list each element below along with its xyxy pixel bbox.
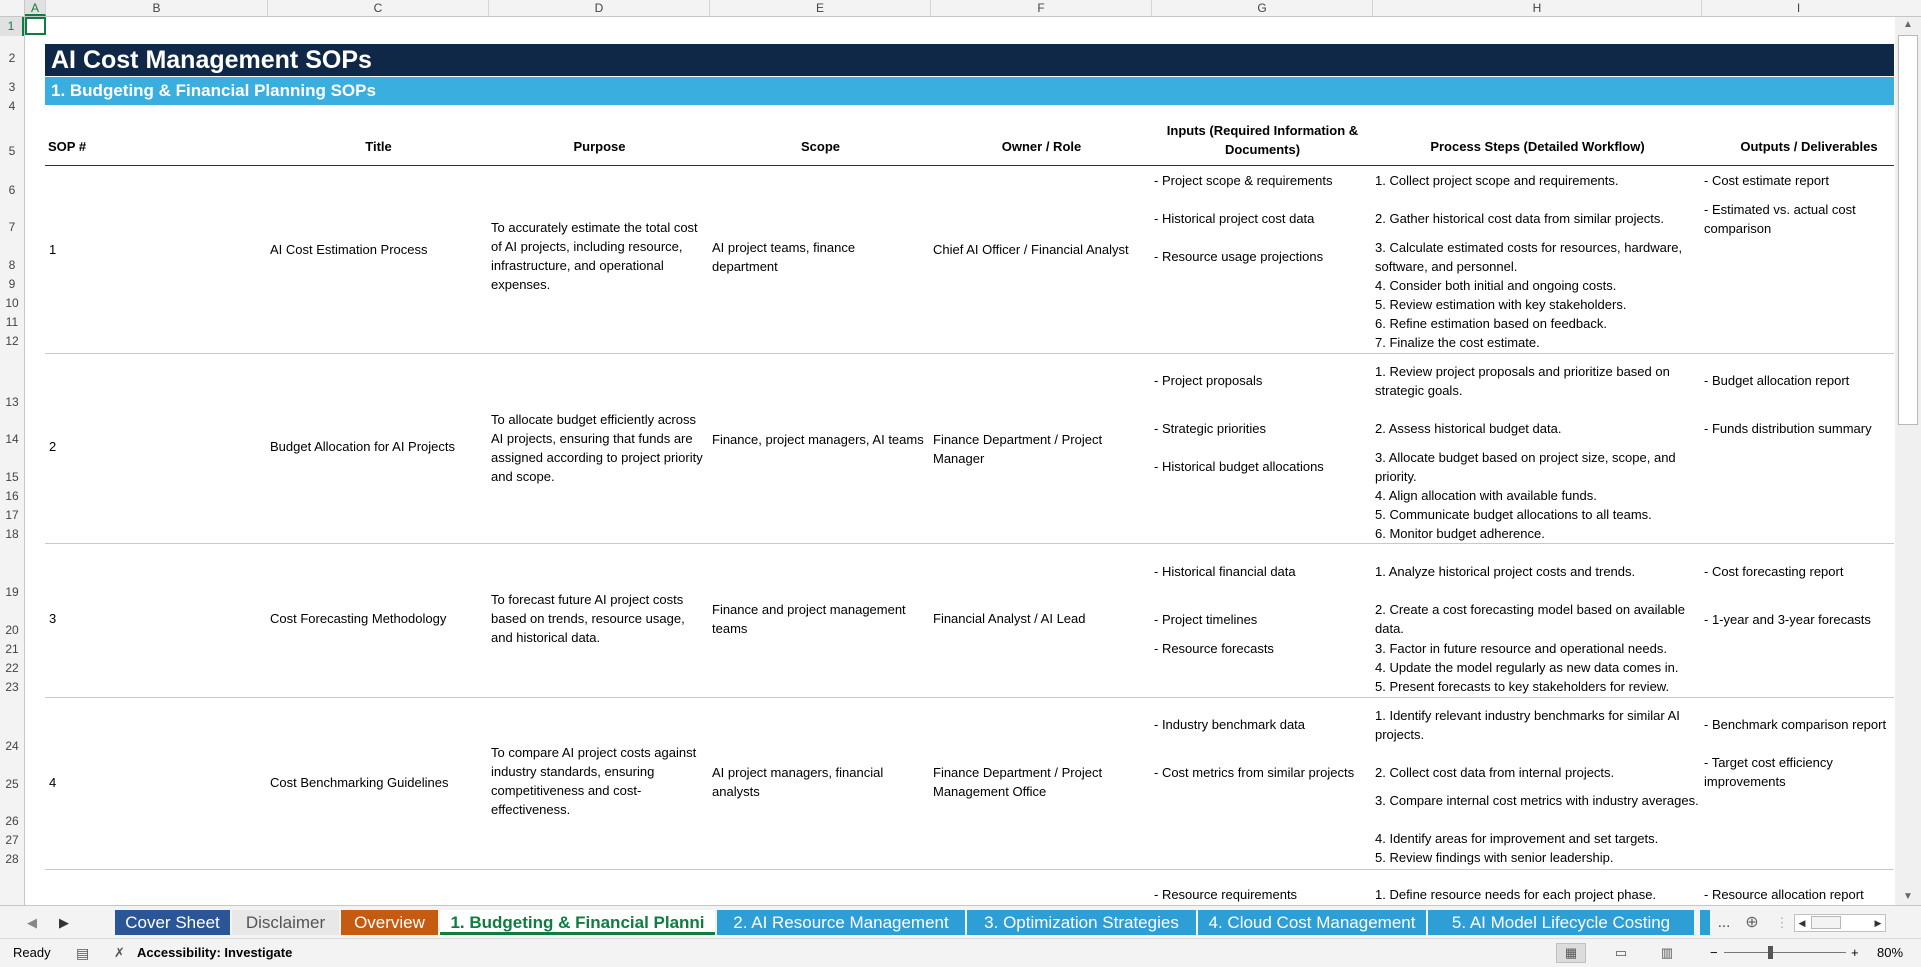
sop-purpose-cell[interactable]: To allocate budget efficiently across AI projects, ensuring that funds are assigned according to project priority and scope. bbox=[491, 412, 703, 484]
row-header[interactable]: 17 bbox=[5, 508, 19, 522]
col-header-b[interactable]: B bbox=[46, 0, 268, 16]
sop-input-item[interactable]: - Historical project cost data bbox=[1154, 211, 1315, 226]
sop-output-item[interactable]: - Funds distribution summary bbox=[1704, 421, 1872, 436]
row-header[interactable]: 20 bbox=[5, 623, 19, 637]
row-header[interactable]: 25 bbox=[5, 777, 19, 791]
column-header-bar bbox=[0, 0, 1921, 17]
scroll-left-icon[interactable]: ◀ bbox=[1798, 918, 1806, 928]
sop-number-cell[interactable]: 1 bbox=[49, 242, 57, 257]
active-cell-a1[interactable] bbox=[25, 17, 46, 35]
sop-output-item[interactable]: - Estimated vs. actual cost comparison bbox=[1704, 202, 1856, 236]
sop-step-item[interactable]: 6. Monitor budget adherence. bbox=[1375, 526, 1545, 541]
macro-record-icon[interactable]: ▤ bbox=[76, 945, 90, 961]
col-header-d[interactable]: D bbox=[489, 0, 710, 16]
sop-step-item[interactable]: 5. Review estimation with key stakeholders. bbox=[1375, 297, 1627, 312]
sop-step-item[interactable]: 4. Consider both initial and ongoing costs. bbox=[1375, 278, 1617, 293]
row-header[interactable]: 4 bbox=[8, 99, 16, 113]
zoom-slider[interactable] bbox=[1724, 952, 1846, 953]
sop-scope-cell[interactable]: AI project teams, finance department bbox=[712, 240, 856, 274]
col-header-a[interactable]: A bbox=[25, 0, 46, 16]
row-header[interactable]: 28 bbox=[5, 852, 19, 866]
sop-purpose-cell[interactable]: To forecast future AI project costs based on trends, resource usage, and historical data. bbox=[491, 592, 685, 645]
row-separator bbox=[45, 697, 1894, 698]
sop-input-item[interactable]: - Resource usage projections bbox=[1154, 249, 1324, 264]
table-header-row bbox=[45, 125, 1894, 166]
sop-owner-cell[interactable]: Finance Department / Project Manager bbox=[933, 432, 1103, 466]
sop-step-item[interactable]: 3. Allocate budget based on project size, scope, and priority. bbox=[1375, 450, 1676, 484]
sop-step-item[interactable]: 1. Identify relevant industry benchmarks for similar AI projects. bbox=[1375, 708, 1680, 742]
row-header[interactable]: 18 bbox=[5, 527, 19, 541]
zoom-slider-thumb[interactable] bbox=[1768, 946, 1773, 959]
row-header[interactable]: 7 bbox=[8, 220, 16, 234]
col-header-f[interactable]: F bbox=[931, 0, 1152, 16]
sheet-tab[interactable]: 5. AI Model Lifecycle Costing bbox=[1428, 910, 1694, 935]
sop-input-item[interactable]: - Industry benchmark data bbox=[1154, 717, 1306, 732]
row-separator bbox=[45, 869, 1894, 870]
vertical-scrollbar[interactable] bbox=[1895, 17, 1921, 905]
header-process-steps[interactable]: Process Steps (Detailed Workflow) bbox=[1430, 139, 1645, 154]
sop-input-item[interactable]: - Historical budget allocations bbox=[1154, 459, 1324, 474]
sheet-tab[interactable]: 3. Optimization Strategies bbox=[967, 910, 1196, 935]
sheet-tab-active[interactable]: 1. Budgeting & Financial Planni bbox=[440, 910, 715, 935]
row-header[interactable]: 21 bbox=[5, 642, 19, 656]
sop-title-cell[interactable]: Cost Forecasting Methodology bbox=[270, 611, 447, 626]
more-tabs-button[interactable]: ... bbox=[1717, 914, 1731, 931]
sop-step-item[interactable]: 5. Review findings with senior leadership. bbox=[1375, 850, 1614, 865]
page-layout-view-icon[interactable]: ▭ bbox=[1614, 945, 1628, 960]
status-ready: Ready bbox=[13, 945, 51, 960]
col-header-i[interactable]: I bbox=[1796, 1, 1801, 15]
row-header[interactable]: 2 bbox=[8, 51, 16, 65]
sop-number-cell[interactable]: 3 bbox=[49, 611, 57, 626]
sop-step-item[interactable]: 3. Factor in future resource and operational needs. bbox=[1375, 641, 1667, 656]
select-all-corner[interactable] bbox=[0, 0, 25, 16]
normal-view-icon[interactable]: ▦ bbox=[1556, 943, 1586, 963]
sheet-tab[interactable]: 4. Cloud Cost Management bbox=[1198, 910, 1426, 935]
row-header[interactable]: 8 bbox=[8, 258, 16, 272]
row-separator bbox=[45, 353, 1894, 354]
sop-step-item[interactable]: 5. Present forecasts to key stakeholders for review. bbox=[1375, 679, 1670, 694]
sop-step-item[interactable]: 6. Refine estimation based on feedback. bbox=[1375, 316, 1607, 331]
sop-step-item[interactable]: 1. Define resource needs for each project phase. bbox=[1375, 887, 1657, 902]
sheet-tab[interactable]: Cover Sheet bbox=[115, 910, 230, 935]
sop-output-item[interactable]: - Resource allocation report bbox=[1704, 887, 1864, 902]
col-header-h[interactable]: H bbox=[1373, 0, 1702, 16]
row-header[interactable]: 6 bbox=[8, 183, 16, 197]
row-header[interactable]: 26 bbox=[5, 814, 19, 828]
tab-scroll-left-icon[interactable]: ◀ bbox=[27, 915, 37, 930]
header-sop-num[interactable]: SOP # bbox=[48, 139, 87, 154]
row-header[interactable]: 19 bbox=[5, 585, 19, 599]
page-break-view-icon[interactable]: ▥ bbox=[1660, 945, 1674, 960]
sop-input-item[interactable]: - Cost metrics from similar projects bbox=[1154, 765, 1355, 780]
sheet-tab[interactable]: 2. AI Resource Management bbox=[717, 910, 965, 935]
scrollbar-thumb[interactable] bbox=[1898, 35, 1918, 425]
row-header[interactable]: 16 bbox=[5, 489, 19, 503]
sop-purpose-cell[interactable]: To accurately estimate the total cost of AI projects, including resource, infrastructure, and operational expenses. bbox=[491, 220, 698, 292]
row-header[interactable]: 11 bbox=[5, 315, 19, 329]
sop-step-item[interactable]: 4. Align allocation with available funds. bbox=[1375, 488, 1597, 503]
sop-title-cell[interactable]: AI Cost Estimation Process bbox=[270, 242, 428, 257]
sop-step-item[interactable]: 1. Analyze historical project costs and trends. bbox=[1375, 564, 1636, 579]
row-header[interactable]: 23 bbox=[5, 680, 19, 694]
sop-number-cell[interactable]: 4 bbox=[49, 775, 57, 790]
sop-input-item[interactable]: - Historical financial data bbox=[1154, 564, 1296, 579]
sheet-tab[interactable]: Overview bbox=[341, 910, 438, 935]
accessibility-status[interactable]: Accessibility: Investigate bbox=[137, 945, 293, 960]
sheet-tab-partial[interactable] bbox=[1700, 910, 1710, 935]
col-header-e[interactable]: E bbox=[710, 0, 931, 16]
sop-scope-cell[interactable]: Finance and project management teams bbox=[712, 602, 906, 636]
col-header-c[interactable]: C bbox=[268, 0, 489, 16]
sop-step-item[interactable]: 3. Calculate estimated costs for resources, hardware, software, and personnel. bbox=[1375, 240, 1683, 274]
split-handle-icon[interactable]: ⋮ bbox=[1775, 915, 1789, 930]
scroll-right-icon[interactable]: ▶ bbox=[1874, 918, 1882, 928]
sop-input-item[interactable]: - Project scope & requirements bbox=[1154, 173, 1333, 188]
sop-output-item[interactable]: - Target cost efficiency improvements bbox=[1704, 755, 1833, 789]
sop-step-item[interactable]: 1. Review project proposals and prioritize based on strategic goals. bbox=[1375, 364, 1670, 398]
sop-step-item[interactable]: 4. Update the model regularly as new data comes in. bbox=[1375, 660, 1679, 675]
col-header-g[interactable]: G bbox=[1152, 0, 1373, 16]
sop-owner-cell[interactable]: Chief AI Officer / Financial Analyst bbox=[933, 242, 1129, 257]
sop-owner-cell[interactable]: Finance Department / Project Management Office bbox=[933, 765, 1103, 799]
header-purpose[interactable]: Purpose bbox=[573, 139, 626, 154]
row-header[interactable]: 10 bbox=[5, 296, 19, 310]
row-header[interactable]: 13 bbox=[5, 395, 19, 409]
tab-scroll-right-icon[interactable]: ▶ bbox=[59, 915, 69, 930]
status-bar bbox=[0, 938, 1921, 967]
row-header[interactable]: 1 bbox=[0, 17, 24, 36]
sop-number-cell[interactable]: 2 bbox=[49, 439, 57, 454]
sop-step-item[interactable]: 2. Collect cost data from internal projects. bbox=[1375, 765, 1615, 780]
sheet-tab[interactable]: Disclaimer bbox=[232, 910, 339, 935]
sop-purpose-cell[interactable]: To compare AI project costs against industry standards, ensuring competitiveness and cost-effectiveness. bbox=[491, 745, 697, 817]
row-header[interactable]: 9 bbox=[8, 277, 16, 291]
row-separator bbox=[45, 543, 1894, 544]
sop-owner-cell[interactable]: Financial Analyst / AI Lead bbox=[933, 611, 1086, 626]
sop-step-item[interactable]: 5. Communicate budget allocations to all teams. bbox=[1375, 507, 1652, 522]
sop-input-item[interactable]: - Resource requirements bbox=[1154, 887, 1298, 902]
horizontal-scrollbar[interactable] bbox=[1794, 914, 1886, 932]
zoom-in-button[interactable]: + bbox=[1851, 945, 1859, 960]
worksheet-grid[interactable] bbox=[25, 17, 1894, 905]
zoom-level[interactable]: 80% bbox=[1877, 945, 1904, 960]
header-title[interactable]: Title bbox=[365, 139, 392, 154]
sop-output-item[interactable]: - Benchmark comparison report bbox=[1704, 717, 1887, 732]
sop-input-item[interactable]: - Resource forecasts bbox=[1154, 641, 1274, 656]
row-header[interactable]: 24 bbox=[5, 739, 19, 753]
sop-scope-cell[interactable]: AI project managers, financial analysts bbox=[712, 765, 884, 799]
sheet-tab-bar bbox=[0, 905, 1921, 939]
header-owner[interactable]: Owner / Role bbox=[1001, 139, 1082, 154]
row-header[interactable]: 5 bbox=[8, 144, 16, 158]
sop-step-item[interactable]: 1. Collect project scope and requirements. bbox=[1375, 173, 1619, 188]
sop-title-cell[interactable]: Cost Benchmarking Guidelines bbox=[270, 775, 449, 790]
zoom-out-button[interactable]: − bbox=[1710, 945, 1718, 960]
sop-step-item[interactable]: 2. Gather historical cost data from similar projects. bbox=[1375, 211, 1664, 226]
header-scope[interactable]: Scope bbox=[800, 139, 840, 154]
sop-output-item[interactable]: - Cost forecasting report bbox=[1704, 564, 1844, 579]
sop-step-item[interactable]: 2. Assess historical budget data. bbox=[1375, 421, 1562, 436]
row-header[interactable]: 3 bbox=[8, 80, 16, 94]
sop-output-item[interactable]: - Cost estimate report bbox=[1704, 173, 1829, 188]
row-header-bar bbox=[0, 17, 25, 905]
sop-output-item[interactable]: - Budget allocation report bbox=[1704, 373, 1850, 388]
sop-step-item[interactable]: 2. Create a cost forecasting model based on available data. bbox=[1375, 602, 1686, 636]
row-header[interactable]: 14 bbox=[5, 432, 19, 446]
sop-input-item[interactable]: - Project timelines bbox=[1154, 612, 1258, 627]
row-header[interactable]: 15 bbox=[5, 470, 19, 484]
header-outputs[interactable]: Outputs / Deliverables bbox=[1740, 139, 1878, 154]
sop-step-item[interactable]: 3. Compare internal cost metrics with industry averages. bbox=[1375, 793, 1699, 808]
scroll-up-icon[interactable]: ▲ bbox=[1903, 19, 1913, 30]
sop-title-cell[interactable]: Budget Allocation for AI Projects bbox=[270, 439, 455, 454]
header-inputs[interactable]: Inputs (Required Information & Documents) bbox=[1166, 123, 1359, 157]
accessibility-icon[interactable]: ✗ bbox=[114, 945, 125, 960]
sop-step-item[interactable]: 7. Finalize the cost estimate. bbox=[1375, 335, 1540, 350]
sop-step-item[interactable]: 4. Identify areas for improvement and set targets. bbox=[1375, 831, 1659, 846]
horizontal-scroll-thumb[interactable] bbox=[1811, 916, 1841, 929]
sop-scope-cell[interactable]: Finance, project managers, AI teams bbox=[712, 432, 924, 447]
sop-input-item[interactable]: - Strategic priorities bbox=[1154, 421, 1266, 436]
section-title[interactable]: 1. Budgeting & Financial Planning SOPs bbox=[45, 77, 1894, 105]
sop-input-item[interactable]: - Project proposals bbox=[1154, 373, 1263, 388]
scroll-down-icon[interactable]: ▼ bbox=[1903, 891, 1913, 902]
row-header[interactable]: 27 bbox=[5, 833, 19, 847]
row-header[interactable]: 22 bbox=[5, 661, 19, 675]
sheet-title[interactable]: AI Cost Management SOPs bbox=[45, 44, 1894, 76]
sop-output-item[interactable]: - 1-year and 3-year forecasts bbox=[1704, 612, 1871, 627]
row-header[interactable]: 12 bbox=[5, 334, 19, 348]
add-sheet-icon[interactable]: ⊕ bbox=[1745, 914, 1759, 931]
